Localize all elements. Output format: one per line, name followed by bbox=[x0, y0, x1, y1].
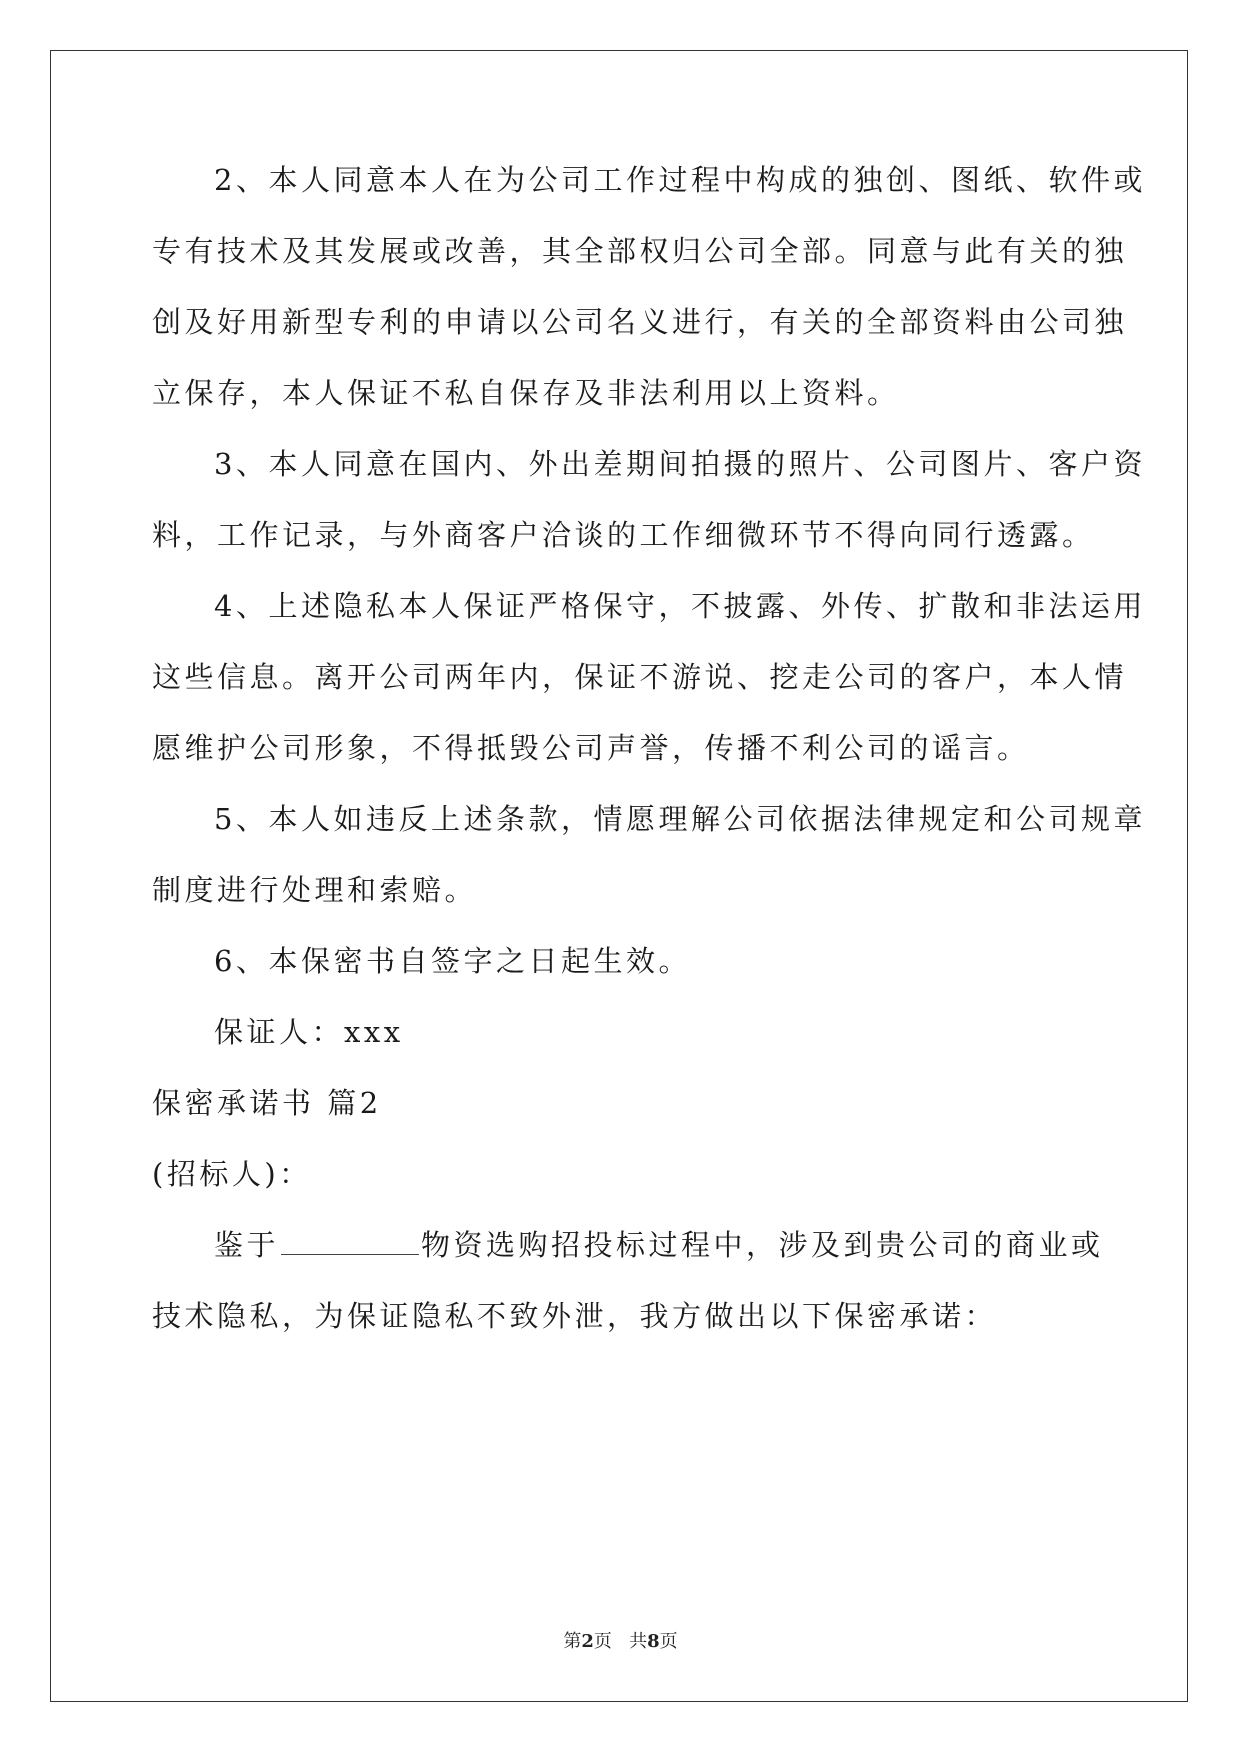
text-line: 3、本人同意在国内、外出差期间拍摄的照片、公司图片、客户资 bbox=[214, 447, 1146, 481]
text-line: 创及好用新型专利的申请以公司名义进行，有关的全部资料由公司独 bbox=[152, 305, 1128, 339]
text-line: 愿维护公司形象，不得抵毁公司声誉，传播不利公司的谣言。 bbox=[152, 731, 1030, 765]
text-line: 4、上述隐私本人保证严格保守，不披露、外传、扩散和非法运用 bbox=[214, 589, 1146, 623]
text-line: 这些信息。离开公司两年内，保证不游说、挖走公司的客户，本人情 bbox=[152, 660, 1128, 694]
text-line: 6、本保密书自签字之日起生效。 bbox=[214, 944, 691, 978]
page-number: 2 bbox=[581, 1631, 594, 1652]
fill-in-blank bbox=[281, 1228, 419, 1255]
signatory-line: 保证人：xxx bbox=[214, 1015, 404, 1049]
text-line: 5、本人如违反上述条款，情愿理解公司依据法律规定和公司规章 bbox=[214, 802, 1146, 836]
text-line bbox=[214, 1225, 1104, 1265]
page-footer bbox=[0, 1627, 1241, 1653]
section-heading: 保密承诺书 篇2 bbox=[152, 1086, 382, 1120]
text-fragment: 物资选购招投标过程中，涉及到贵公司的商业或 bbox=[421, 1228, 1104, 1262]
text-line: 料，工作记录，与外商客户洽谈的工作细微环节不得向同行透露。 bbox=[152, 518, 1095, 552]
page-total: 8 bbox=[647, 1631, 660, 1652]
text-line: 立保存，本人保证不私自保存及非法利用以上资料。 bbox=[152, 376, 900, 410]
text-fragment: 鉴于 bbox=[214, 1228, 280, 1262]
text-line: 技术隐私，为保证隐私不致外泄，我方做出以下保密承诺： bbox=[152, 1299, 998, 1333]
text-line: 专有技术及其发展或改善，其全部权归公司全部。同意与此有关的独 bbox=[152, 234, 1128, 268]
footer-prefix: 第 bbox=[563, 1631, 582, 1652]
text-line: (招标人)： bbox=[152, 1157, 312, 1191]
text-line: 制度进行处理和索赔。 bbox=[152, 873, 478, 907]
footer-suffix: 页 bbox=[659, 1631, 678, 1652]
footer-mid: 页 共 bbox=[593, 1631, 648, 1652]
text-line: 2、本人同意本人在为公司工作过程中构成的独创、图纸、软件或 bbox=[214, 163, 1146, 197]
